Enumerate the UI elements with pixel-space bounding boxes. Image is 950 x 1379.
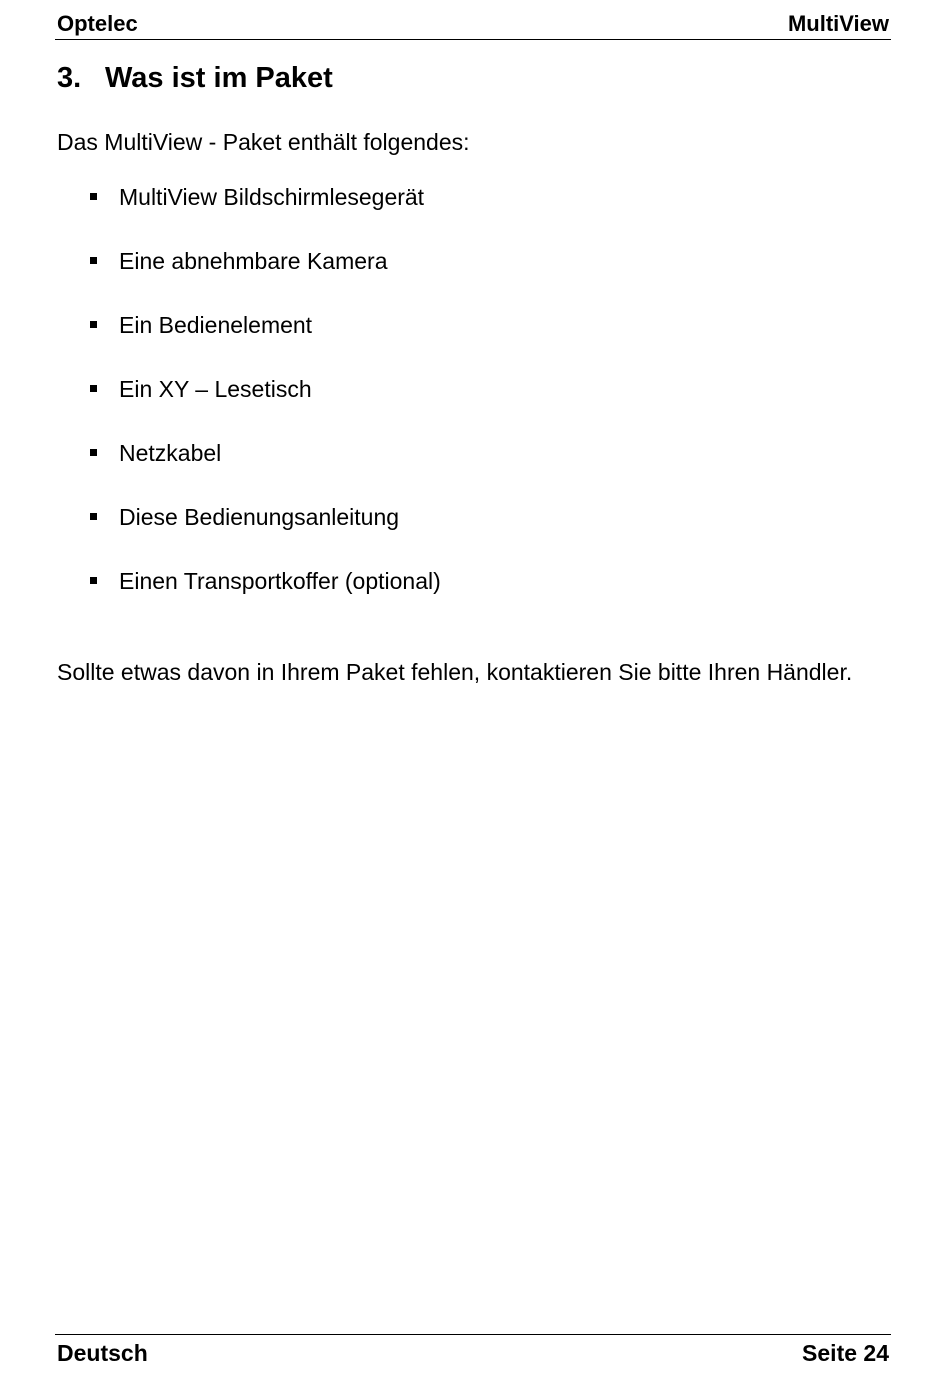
page-number: Seite 24	[802, 1340, 889, 1366]
section-title-text: Was ist im Paket	[105, 62, 333, 94]
list-item-text: Ein XY – Lesetisch	[119, 376, 312, 402]
list-item-text: Einen Transportkoffer (optional)	[119, 568, 441, 594]
bullet-icon	[90, 385, 97, 392]
footer-language: Deutsch	[57, 1340, 148, 1366]
list-item-text: Diese Bedienungsanleitung	[119, 504, 400, 530]
page-footer	[55, 1334, 891, 1371]
list-item-text: Eine abnehmbare Kamera	[119, 248, 388, 274]
section-title	[57, 58, 333, 98]
bullet-icon	[90, 321, 97, 328]
header-brand: Optelec	[57, 11, 138, 36]
page-header	[55, 8, 891, 40]
list-item-text: Netzkabel	[119, 440, 222, 466]
bullet-icon	[90, 577, 97, 584]
bullet-icon	[90, 513, 97, 520]
closing-paragraph: Sollte etwas davon in Ihrem Paket fehlen, kontaktieren Sie bitte Ihren Händler.	[57, 659, 853, 685]
bullet-icon	[90, 257, 97, 264]
intro-paragraph: Das MultiView - Paket enthält folgendes:	[57, 129, 470, 155]
header-product: MultiView	[787, 11, 889, 36]
bullet-icon	[90, 193, 97, 200]
list-item-text: MultiView Bildschirmlesegerät	[119, 184, 425, 210]
section-number: 3.	[57, 62, 82, 94]
list-item-text: Ein Bedienelement	[119, 312, 313, 338]
bullet-icon	[90, 449, 97, 456]
